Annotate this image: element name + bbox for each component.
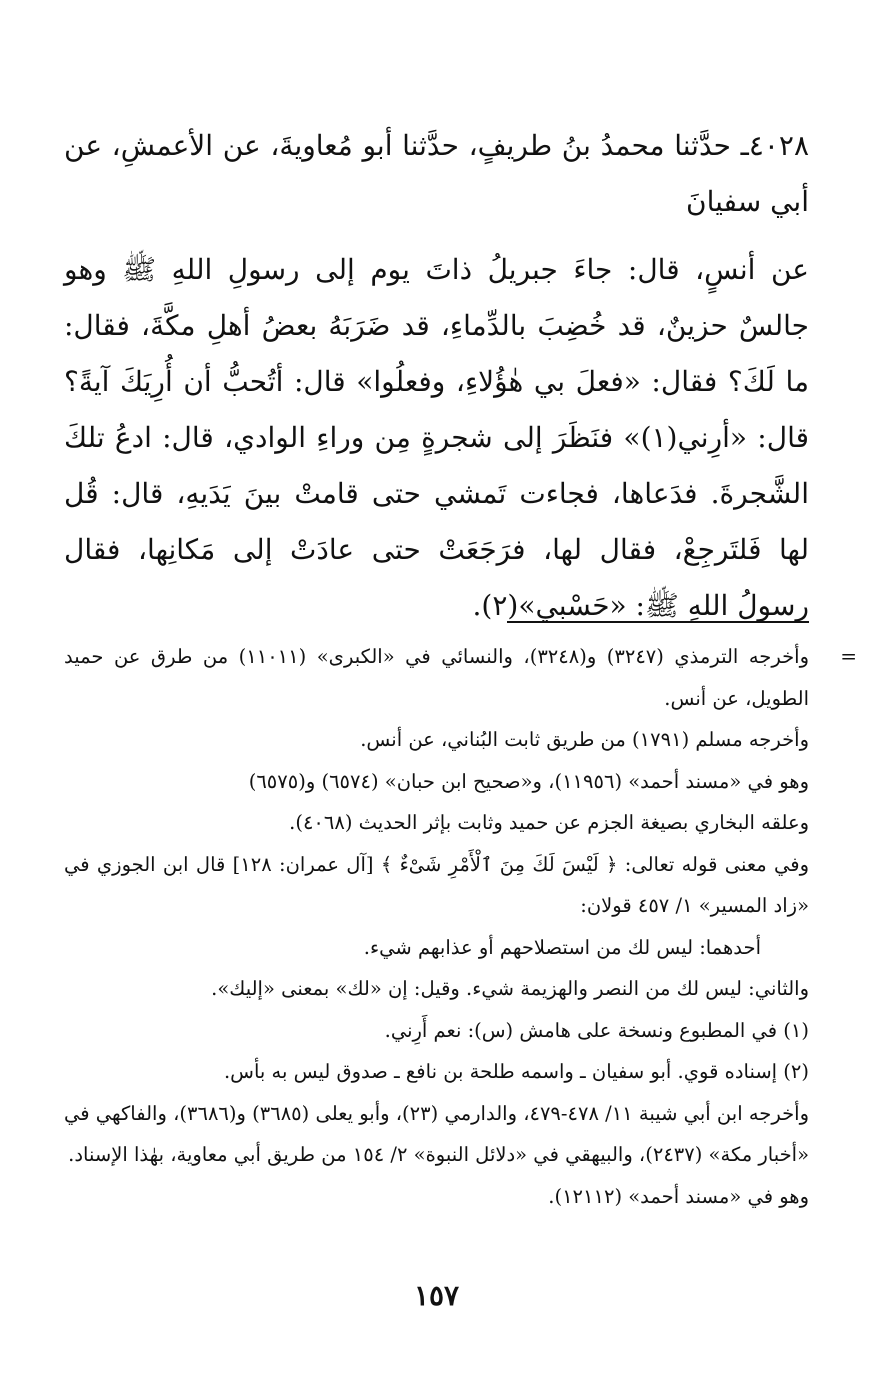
footnote-line: والثاني: ليس لك من النصر والهزيمة شيء. وقيل: إن «لك» بمعنى «إليك».	[211, 977, 809, 1000]
footnote-2: (٢) إسناده قوي. أبو سفيان ـ واسمه طلحة بن نافع ـ صدوق ليس به بأس.	[223, 1060, 809, 1083]
footnote-separator	[507, 621, 809, 623]
footnote-line: وأخرجه مسلم (١٧٩١) من طريق ثابت البُناني، عن أنس.	[360, 728, 809, 751]
footnote-line: وهو في «مسند أحمد» (١١٩٥٦)، و«صحيح ابن حبان» (٦٥٧٤) و(٦٥٧٥)	[248, 769, 809, 793]
footnote-continuation	[64, 636, 857, 719]
footnote-line: وعلقه البخاري بصيغة الجزم عن حميد وثابت بإثر الحديث (٤٠٦٨).	[289, 811, 809, 834]
continuation-mark: =	[840, 644, 857, 668]
main-text	[64, 118, 809, 634]
hadith-matn: عن أنسٍ، قال: جاءَ جبريلُ ذاتَ يوم إلى رسولِ اللهِ ﷺ وهو جالسٌ حزينٌ، قد خُضِبَ بالدِّماءِ، قد ضَرَبَهُ بعضُ أهلِ مكَّةَ، فقال: ما لَكَ؟ فقال: «فعلَ بي هٰؤُلاءِ، وفعلُوا» قال: أتُحبُّ أن أُرِيَكَ آيةً؟ قال: «أرِني(١)» فنَظَرَ إلى شجرةٍ مِن وراءِ الوادي، قال: ادعُ تلكَ الشَّجرةَ. فدَعاها، فجاءت تَمشي حتى قامتْ بينَ يَدَيهِ، قال: قُل لها فَلتَرجِعْ، فقال لها، فرَجَعَتْ حتى عادَتْ إلى مَكانِها، فقال رسولُ اللهِ ﷺ: «حَسْبي»(٢).	[64, 253, 809, 622]
footnote-line: أحدهما: ليس لك من استصلاحهم أو عذابهم شيء.	[363, 935, 761, 959]
footnote-line: وأخرجه الترمذي (٣٢٤٧) و(٣٢٤٨)، والنسائي في «الكبرى» (١١٠١١) من طرق عن حميد الطويل، عن أنس.	[64, 645, 810, 710]
page-number: ١٥٧	[413, 1279, 460, 1312]
footnote-line: وأخرجه ابن أبي شيبة ١١/ ٤٧٨-٤٧٩، والدارمي (٢٣)، وأبو يعلى (٣٦٨٥) و(٣٦٨٦)، والفاكهي في «أخبار مكة» (٢٤٣٧)، والبيهقي في «دلائل النبوة» ٢/ ١٥٤ من طريق أبي معاوية، بهٰذا الإسناد.	[64, 1101, 809, 1166]
footnote-line: وهو في «مسند أحمد» (١٢١١٢).	[548, 1184, 809, 1208]
footnote-1: (١) في المطبوع ونسخة على هامش (س): نعم أَرِني.	[384, 1018, 809, 1042]
footnote-line: وفي معنى قوله تعالى: ﴿ لَيْسَ لَكَ مِنَ ٱلْأَمْرِ شَىْءٌ ﴾ [آل عمران: ١٢٨] قال ابن الجوزي في «زاد المسير» ١/ ٤٥٧ قولان:	[64, 852, 810, 917]
footnotes	[64, 636, 857, 1217]
hadith-isnad: ٤٠٢٨ـ حدَّثنا محمدُ بنُ طريفٍ، حدَّثنا أبو مُعاويةَ، عن الأعمشِ، عن أبي سفيانَ	[64, 129, 809, 218]
